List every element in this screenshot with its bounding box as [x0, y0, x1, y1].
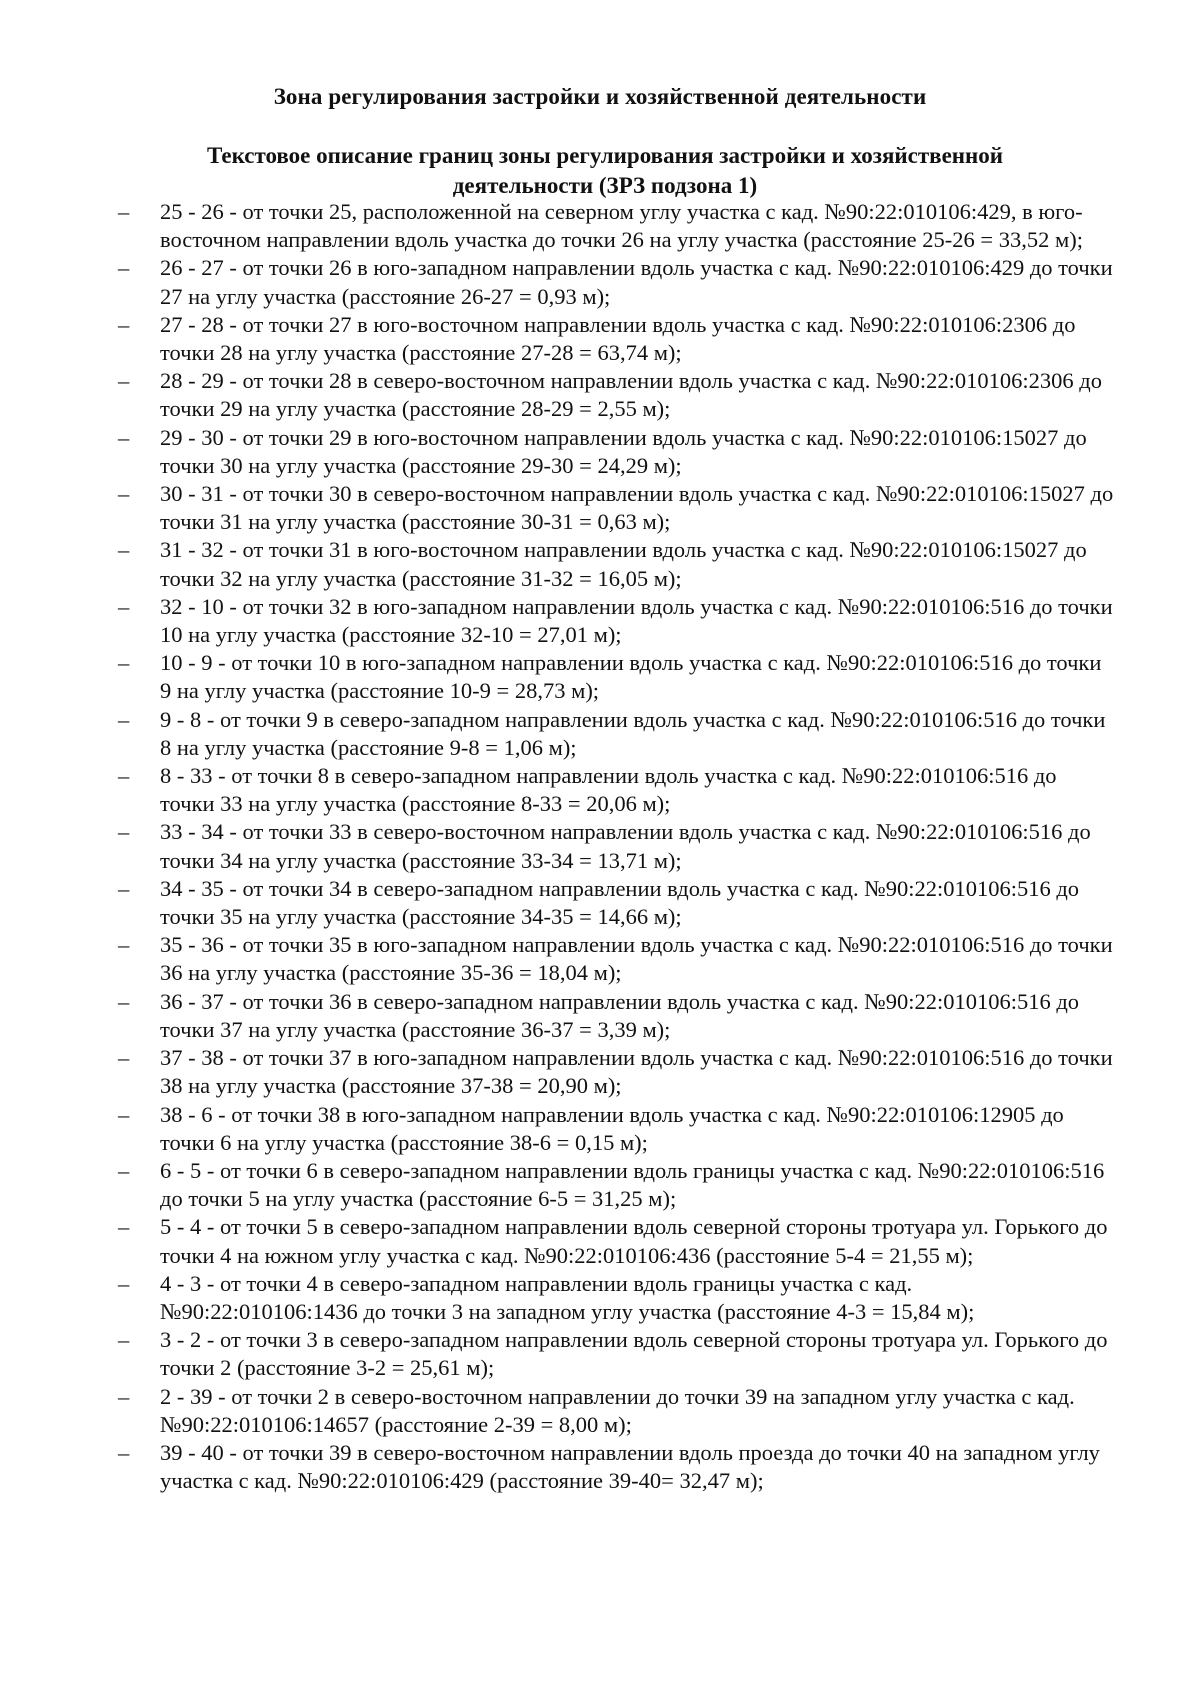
list-bullet: – [118, 368, 130, 394]
list-bullet: – [118, 1383, 130, 1409]
boundary-segment-text: 36 - 37 - от точки 36 в северо-западном направлении вдоль участка с кад. №90:22:010106:516 до точки 37 на углу участка (расстояние 36-37 = 3,39 м); [160, 988, 1080, 1042]
boundary-segment-item [0, 536, 1200, 592]
boundary-segment-item [0, 593, 1200, 649]
list-bullet: – [118, 706, 130, 732]
list-bullet: – [118, 1101, 130, 1127]
boundary-segment-item [0, 424, 1200, 480]
boundary-segment-item [0, 480, 1200, 536]
document-title: Зона регулирования застройки и хозяйственной деятельности [273, 84, 927, 109]
boundary-segment-text: 2 - 39 - от точки 2 в северо-восточном направлении до точки 39 на западном углу участка с кад. №90:22:010106:14657 (расстояние 2-39 = 8,00 м); [160, 1383, 1075, 1437]
boundary-segment-text: 38 - 6 - от точки 38 в юго-западном направлении вдоль участка с кад. №90:22:010106:12905 до точки 6 на углу участка (расстояние 38-6 = 0,15 м); [160, 1101, 1064, 1155]
boundary-segment-text: 33 - 34 - от точки 33 в северо-восточном направлении вдоль участка с кад. №90:22:010106:516 до точки 34 на углу участка (расстояние 33-34 = 13,71 м); [160, 819, 1091, 873]
boundary-segment-item [0, 875, 1200, 931]
boundary-segment-text: 35 - 36 - от точки 35 в юго-западном направлении вдоль участка с кад. №90:22:010106:516 до точки 36 на углу участка (расстояние 35-36 = 18,04 м); [160, 932, 1113, 986]
boundary-segment-text: 28 - 29 - от точки 28 в северо-восточном направлении вдоль участка с кад. №90:22:010106:2306 до точки 29 на углу участка (расстояние 28-29 = 2,55 м); [160, 368, 1103, 422]
list-bullet: – [118, 875, 130, 901]
boundary-segment-text: 31 - 32 - от точки 31 в юго-восточном направлении вдоль участка с кад. №90:22:010106:15027 до точки 32 на углу участка (расстояние 31-32 = 16,05 м); [160, 537, 1087, 591]
list-bullet: – [118, 1439, 130, 1465]
boundary-description-list [0, 198, 1200, 1495]
boundary-segment-item [0, 1326, 1200, 1382]
list-bullet: – [118, 199, 130, 224]
boundary-segment-text: 4 - 3 - от точки 4 в северо-западном направлении вдоль границы участка с кад. №90:22:010106:1436 до точки 3 на западном углу участка (расстояние 4-3 = 15,84 м); [160, 1270, 975, 1324]
boundary-segment-item [0, 311, 1200, 367]
list-bullet: – [118, 424, 130, 450]
boundary-segment-item [0, 1157, 1200, 1213]
boundary-segment-text: 34 - 35 - от точки 34 в северо-западном направлении вдоль участка с кад. №90:22:010106:516 до точки 35 на углу участка (расстояние 34-35 = 14,66 м); [160, 875, 1080, 930]
list-bullet: – [118, 1327, 130, 1353]
boundary-segment-text: 39 - 40 - от точки 39 в северо-восточном направлении вдоль проезда до точки 40 на западном углу участка с кад. №90:22:010106:429 (расстояние 39-40= 32,47 м); [160, 1439, 1100, 1494]
list-bullet: – [118, 650, 130, 676]
list-bullet: – [118, 481, 130, 507]
boundary-segment-item [0, 762, 1200, 818]
boundary-segment-text: 29 - 30 - от точки 29 в юго-восточном направлении вдоль участка с кад. №90:22:010106:15027 до точки 30 на углу участка (расстояние 29-30 = 24,29 м); [160, 424, 1087, 478]
list-bullet: – [118, 1270, 130, 1296]
boundary-segment-item [0, 988, 1200, 1044]
boundary-segment-text: 5 - 4 - от точки 5 в северо-западном направлении вдоль северной стороны тротуара ул. Горького до точки 4 на южном углу участка с кад. №90:22:010106:436 (расстояние 5-4 = 21,55 м); [160, 1214, 1108, 1268]
boundary-segment-item [0, 1101, 1200, 1157]
boundary-segment-text: 25 - 26 - от точки 25, расположенной на северном углу участка с кад. №90:22:010106:429, в юго-восточном направлении вдоль участка до точки 26 на углу участка (расстояние 25-26 = 33,52 м); [160, 199, 1083, 253]
boundary-segment-item [0, 1383, 1200, 1439]
boundary-segment-item [0, 931, 1200, 987]
list-bullet: – [118, 311, 130, 337]
boundary-segment-item [0, 1044, 1200, 1100]
list-bullet: – [118, 1045, 130, 1071]
boundary-segment-item [0, 1270, 1200, 1326]
boundary-segment-text: 10 - 9 - от точки 10 в юго-западном направлении вдоль участка с кад. №90:22:010106:516 до точки 9 на углу участка (расстояние 10-9 = 28,73 м); [160, 650, 1102, 704]
list-bullet: – [118, 537, 130, 563]
list-bullet: – [118, 1214, 130, 1240]
boundary-segment-text: 3 - 2 - от точки 3 в северо-западном направлении вдоль северной стороны тротуара ул. Горького до точки 2 (расстояние 3-2 = 25,61 м); [160, 1327, 1108, 1381]
boundary-segment-item [0, 818, 1200, 874]
boundary-segment-text: 26 - 27 - от точки 26 в юго-западном направлении вдоль участка с кад. №90:22:010106:429 до точки 27 на углу участка (расстояние 26-27 = 0,93 м); [160, 255, 1113, 309]
list-bullet: – [118, 988, 130, 1014]
document-subtitle: Текстовое описание границ зоны регулирования застройки и хозяйственной деятельности (ЗРЗ подзона 1) [206, 143, 1004, 198]
boundary-segment-text: 27 - 28 - от точки 27 в юго-восточном направлении вдоль участка с кад. №90:22:010106:2306 до точки 28 на углу участка (расстояние 27-28 = 63,74 м); [160, 311, 1076, 366]
boundary-segment-item [0, 254, 1200, 310]
list-bullet: – [118, 763, 130, 789]
boundary-segment-text: 37 - 38 - от точки 37 в юго-западном направлении вдоль участка с кад. №90:22:010106:516 до точки 38 на углу участка (расстояние 37-38 = 20,90 м); [160, 1045, 1113, 1099]
list-bullet: – [118, 593, 130, 619]
boundary-segment-item [0, 198, 1200, 254]
boundary-segment-text: 9 - 8 - от точки 9 в северо-западном направлении вдоль участка с кад. №90:22:010106:516 до точки 8 на углу участка (расстояние 9-8 = 1,06 м); [160, 706, 1106, 760]
boundary-segment-item [0, 649, 1200, 705]
boundary-segment-text: 8 - 33 - от точки 8 в северо-западном направлении вдоль участка с кад. №90:22:010106:516 до точки 33 на углу участка (расстояние 8-33 = 20,06 м); [160, 763, 1057, 817]
boundary-segment-text: 32 - 10 - от точки 32 в юго-западном направлении вдоль участка с кад. №90:22:010106:516 до точки 10 на углу участка (расстояние 32-10 = 27,01 м); [160, 593, 1113, 648]
list-bullet: – [118, 1157, 130, 1183]
list-bullet: – [118, 255, 130, 281]
boundary-segment-item [0, 706, 1200, 762]
list-bullet: – [118, 932, 130, 958]
boundary-segment-item [0, 1213, 1200, 1269]
boundary-segment-text: 30 - 31 - от точки 30 в северо-восточном направлении вдоль участка с кад. №90:22:010106:15027 до точки 31 на углу участка (расстояние 30-31 = 0,63 м); [160, 481, 1114, 535]
boundary-segment-text: 6 - 5 - от точки 6 в северо-западном направлении вдоль границы участка с кад. №90:22:010106:516 до точки 5 на углу участка (расстояние 6-5 = 31,25 м); [160, 1157, 1105, 1212]
list-bullet: – [118, 819, 130, 845]
boundary-segment-item [0, 367, 1200, 423]
boundary-segment-item [0, 1439, 1200, 1495]
